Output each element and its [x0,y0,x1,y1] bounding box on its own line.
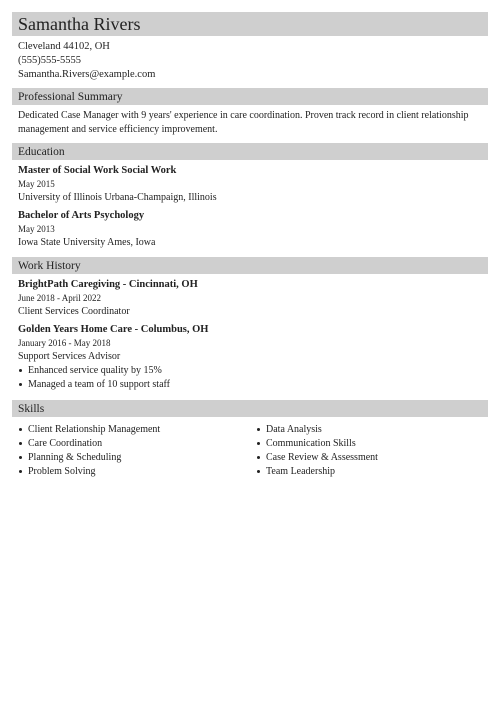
education-heading: Education [12,143,488,160]
skill-item: Problem Solving [18,465,250,479]
work-dates: January 2016 - May 2018 [18,338,111,348]
education-entry [12,209,488,250]
skill-item: Care Coordination [18,437,250,451]
skill-item: Team Leadership [256,465,488,479]
name-header [12,12,488,36]
summary-heading: Professional Summary [12,88,488,105]
education-degree: Master of Social Work Social Work [18,165,177,176]
skills-column-left [12,423,250,479]
contact-info [12,36,488,82]
contact-email: Samantha.Rivers@example.com [18,69,156,80]
education-degree: Bachelor of Arts Psychology [18,210,145,221]
work-employer: BrightPath Caregiving - Cincinnati, OH [18,279,198,290]
work-entry [12,278,488,319]
education-school: Iowa State University Ames, Iowa [18,237,156,248]
work-dates: June 2018 - April 2022 [18,293,101,303]
work-heading: Work History [12,257,488,274]
work-employer: Golden Years Home Care - Columbus, OH [18,324,209,335]
summary-text: Dedicated Case Manager with 9 years' experience in care coordination. Proven track record in client relationship management and service efficiency improvement. [18,110,469,135]
skill-item: Planning & Scheduling [18,451,250,465]
work-role: Support Services Advisor [18,351,121,362]
work-entry [12,323,488,392]
education-entry [12,164,488,205]
skills-heading: Skills [12,400,488,417]
candidate-name: Samantha Rivers [18,14,141,34]
skill-item: Client Relationship Management [18,423,250,437]
work-role: Client Services Coordinator [18,306,130,317]
contact-phone: (555)555-5555 [18,55,81,66]
achievement-item: Enhanced service quality by 15% [18,364,488,378]
skill-item: Data Analysis [256,423,488,437]
education-date: May 2013 [18,224,55,234]
skills-list [12,417,488,479]
skill-item: Communication Skills [256,437,488,451]
skills-column-right [250,423,488,479]
education-school: University of Illinois Urbana-Champaign, Illinois [18,192,217,203]
work-achievements [12,364,488,392]
contact-address: Cleveland 44102, OH [18,41,110,52]
education-date: May 2015 [18,179,55,189]
skill-item: Case Review & Assessment [256,451,488,465]
achievement-item: Managed a team of 10 support staff [18,378,488,392]
resume-page [12,12,488,479]
